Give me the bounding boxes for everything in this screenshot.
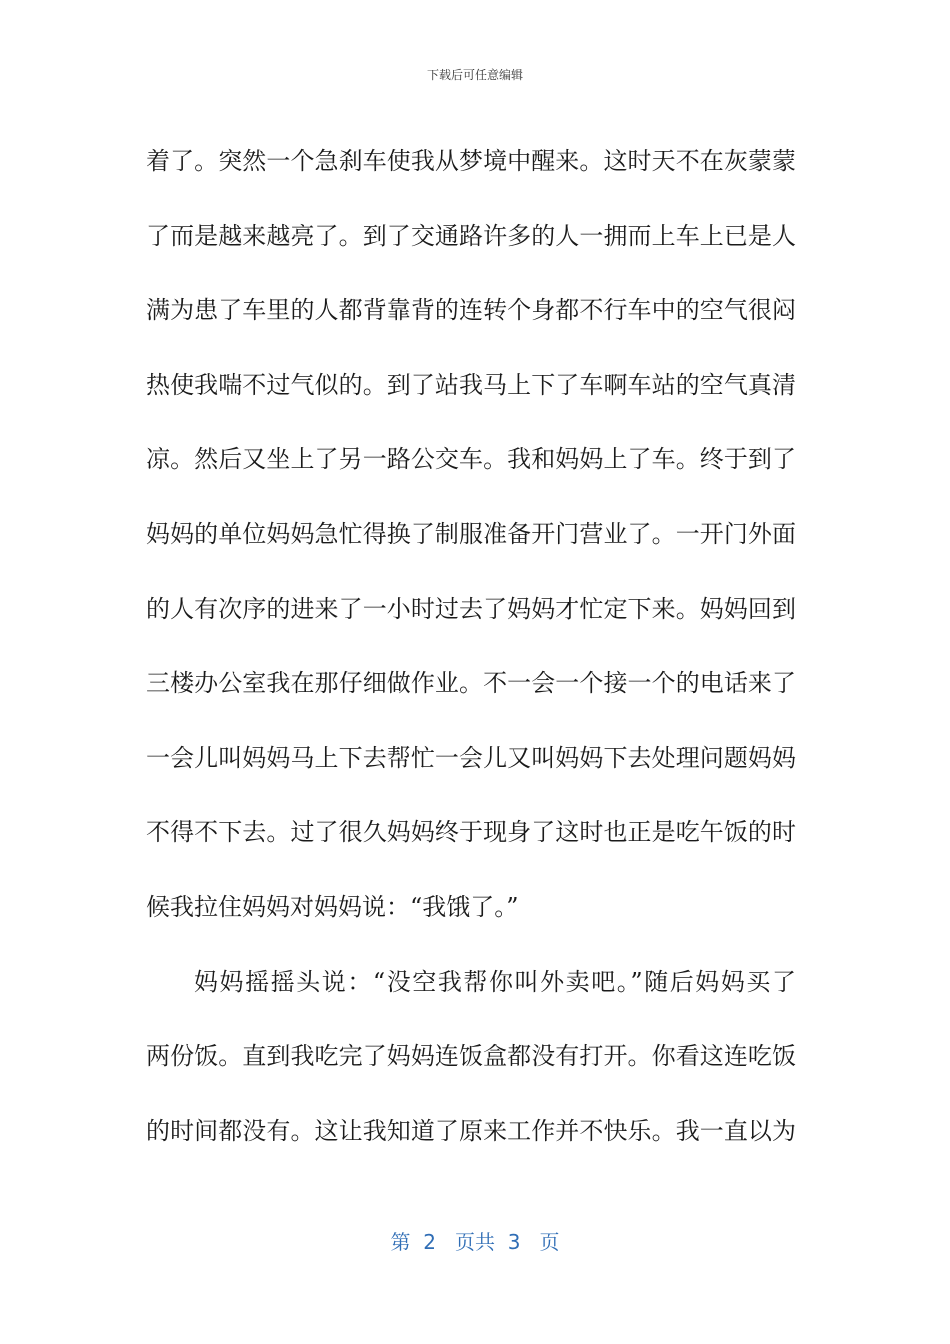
text-line-paragraph-start: 妈妈摇摇头说：“没空我帮你叫外卖吧。”随后妈妈买了 bbox=[194, 967, 796, 996]
text-line: 三楼办公室我在那仔细做作业。不一会一个接一个的电话来了 bbox=[146, 669, 796, 698]
text-line: 妈妈的单位妈妈急忙得换了制服准备开门营业了。一开门外面 bbox=[146, 519, 796, 548]
text-line: 候我拉住妈妈对妈妈说：“我饿了。” bbox=[146, 892, 519, 921]
text-line: 两份饭。直到我吃完了妈妈连饭盒都没有打开。你看这连吃饭 bbox=[146, 1042, 796, 1071]
page-header-note: 下载后可任意编辑 bbox=[426, 68, 523, 82]
text-line: 着了。突然一个急刹车使我从梦境中醒来。这时天不在灰蒙蒙 bbox=[146, 147, 796, 175]
text-line: 不得不下去。过了很久妈妈终于现身了这时也正是吃午饭的时 bbox=[146, 818, 796, 847]
page-number-footer: 第 2 页共 3 页 bbox=[390, 1230, 560, 1254]
text-line: 了而是越来越亮了。到了交通路许多的人一拥而上车上已是人 bbox=[146, 221, 796, 250]
text-line: 凉。然后又坐上了另一路公交车。我和妈妈上了车。终于到了 bbox=[146, 445, 796, 474]
text-line: 一会儿叫妈妈马上下去帮忙一会儿又叫妈妈下去处理问题妈妈 bbox=[146, 743, 796, 772]
text-line: 满为患了车里的人都背靠背的连转个身都不行车中的空气很闷 bbox=[146, 296, 796, 325]
text-line: 的人有次序的进来了一小时过去了妈妈才忙定下来。妈妈回到 bbox=[146, 594, 796, 623]
text-line: 热使我喘不过气似的。到了站我马上下了车啊车站的空气真清 bbox=[146, 370, 796, 399]
document-body bbox=[146, 124, 796, 1168]
text-line: 的时间都没有。这让我知道了原来工作并不快乐。我一直以为 bbox=[146, 1116, 796, 1145]
